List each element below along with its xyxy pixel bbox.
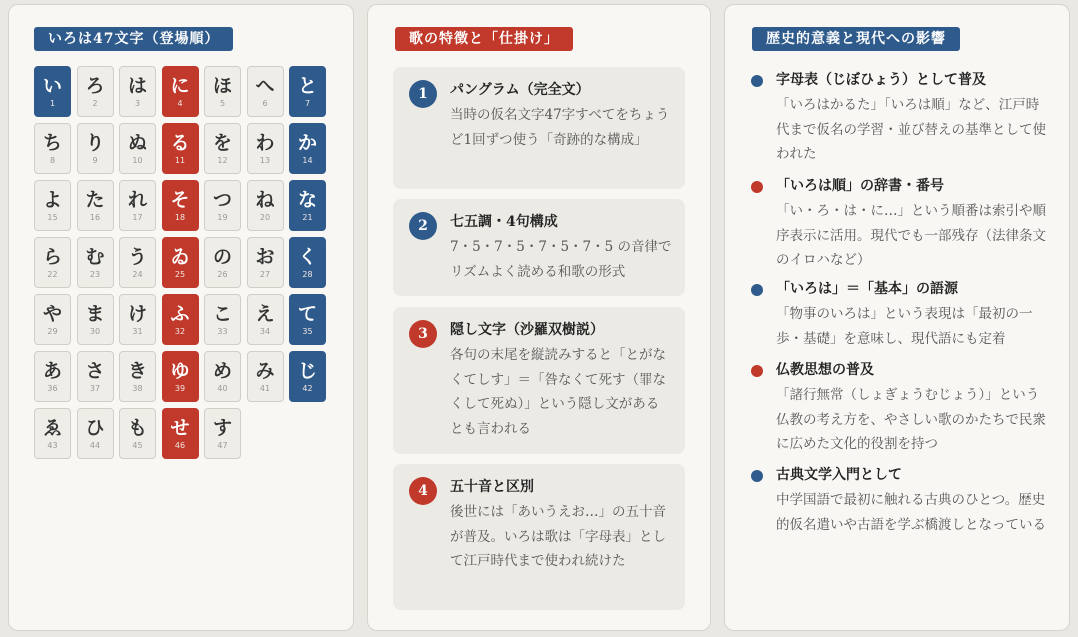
kana-char: ぬ	[127, 132, 147, 154]
kana-char: き	[127, 360, 147, 382]
kana-order-number: 20	[259, 213, 271, 222]
kana-cell	[162, 123, 199, 174]
kana-cell	[34, 123, 71, 174]
kana-order-number: 9	[92, 156, 98, 165]
card-title: 七五調・4句構成	[450, 214, 558, 230]
kana-order-number: 26	[217, 270, 228, 279]
kana-char: ゐ	[170, 246, 190, 268]
panel-title: 歌の特徴と「仕掛け」	[395, 27, 573, 51]
kana-cell	[247, 237, 284, 288]
kana-order-number: 22	[47, 270, 58, 279]
kana-order-number: 41	[259, 384, 271, 393]
history-panel	[724, 4, 1070, 631]
kana-cell	[162, 237, 199, 288]
kana-char: る	[170, 132, 190, 154]
kana-cell	[289, 180, 326, 231]
kana-char: わ	[255, 132, 275, 154]
kana-cell	[34, 237, 71, 288]
kana-order-number: 10	[132, 156, 143, 165]
item-title: 仏教思想の普及	[776, 362, 874, 378]
kana-cell	[289, 294, 326, 345]
kana-cell	[204, 66, 241, 117]
kana-cell	[77, 237, 114, 288]
kana-char: を	[212, 132, 232, 154]
kana-char: の	[212, 246, 232, 268]
kana-cell	[162, 180, 199, 231]
kana-order-number: 13	[259, 156, 271, 165]
panel-title: 歴史的意義と現代への影響	[752, 27, 960, 51]
item-body: 中学国語で最初に触れる古典のひとつ。歴史的仮名遣いや古語を学ぶ橋渡しとなっている	[776, 492, 1046, 533]
kana-cell	[119, 294, 156, 345]
kana-char: ひ	[85, 417, 105, 439]
kana-cell	[162, 66, 199, 117]
number-badge: 4	[409, 477, 437, 505]
kana-char: な	[297, 189, 317, 211]
kana-cell	[119, 408, 156, 459]
kana-order-number: 42	[302, 384, 313, 393]
kana-cell	[289, 123, 326, 174]
kana-char: け	[127, 303, 147, 325]
kana-char: ゆ	[170, 360, 190, 382]
kana-cell	[204, 123, 241, 174]
kana-order-number: 17	[132, 213, 143, 222]
kana-cell	[247, 294, 284, 345]
kana-char: つ	[212, 189, 232, 211]
kana-order-number: 14	[302, 156, 313, 165]
kana-grid	[34, 66, 326, 459]
kana-cell	[119, 351, 156, 402]
kana-char: ほ	[212, 75, 232, 97]
kana-char: ろ	[85, 75, 105, 97]
card-title: パングラム（完全文）	[450, 82, 590, 98]
kana-order-number: 25	[174, 270, 186, 279]
card-body: 当時の仮名文字47字すべてをちょうど1回ずつ使う「奇跡的な構成」	[450, 107, 670, 148]
kana-cell	[34, 294, 71, 345]
kana-char: へ	[255, 75, 275, 97]
kana-order-number: 47	[217, 441, 228, 450]
kana-char: と	[297, 75, 317, 97]
kana-order-number: 37	[89, 384, 101, 393]
kana-cell	[204, 408, 241, 459]
kana-char: す	[212, 417, 232, 439]
kana-cell	[77, 123, 114, 174]
kana-char: あ	[42, 360, 62, 382]
kana-char: む	[85, 246, 105, 268]
card-body: 7・5・7・5・7・5・7・5 の音律でリズムよく読める和歌の形式	[450, 239, 672, 280]
kana-cell	[119, 123, 156, 174]
kana-char: え	[255, 303, 275, 325]
kana-order-number: 2	[92, 99, 98, 108]
kana-char: そ	[170, 189, 190, 211]
kana-char: い	[42, 75, 62, 97]
kana-cell	[162, 408, 199, 459]
item-body: 「いろはかるた」「いろは順」など、江戸時代まで仮名の学習・並び替えの基準として使われた	[776, 97, 1046, 162]
kana-cell	[247, 180, 284, 231]
kana-cell	[34, 180, 71, 231]
kana-order-number: 15	[47, 213, 58, 222]
kana-order-number: 35	[302, 327, 313, 336]
kana-order-number: 11	[174, 156, 186, 165]
kana-char: た	[85, 189, 105, 211]
kana-order-number: 32	[174, 327, 186, 336]
kana-order-number: 33	[217, 327, 228, 336]
kana-order-number: 27	[259, 270, 271, 279]
kana-cell	[204, 180, 241, 231]
kana-cell	[162, 351, 199, 402]
kana-cell	[119, 66, 156, 117]
kana-char: ち	[42, 132, 62, 154]
item-title: 「いろは」＝「基本」の語源	[776, 281, 958, 297]
card-body: 後世には「あいうえお…」の五十音が普及。いろは歌は「字母表」として江戸時代まで使われ続けた	[450, 504, 666, 569]
kana-order-number: 12	[217, 156, 228, 165]
number-badge: 2	[409, 212, 437, 240]
kana-order-number: 5	[219, 99, 226, 108]
bullet-dot	[751, 75, 763, 87]
kana-cell	[204, 294, 241, 345]
kana-order-number: 8	[49, 156, 56, 165]
iroha-grid-panel	[8, 4, 354, 631]
kana-order-number: 6	[262, 99, 268, 108]
kana-order-number: 44	[89, 441, 101, 450]
kana-char: め	[212, 360, 232, 382]
item-title: 古典文学入門として	[776, 467, 902, 483]
kana-char: て	[297, 303, 317, 325]
kana-char: ふ	[170, 303, 190, 325]
bullet-dot	[751, 365, 763, 377]
kana-char: く	[297, 246, 317, 268]
card-title: 隠し文字（沙羅双樹説）	[450, 322, 604, 338]
kana-order-number: 31	[132, 327, 143, 336]
kana-char: お	[255, 246, 275, 268]
kana-cell	[289, 237, 326, 288]
kana-char: ま	[85, 303, 105, 325]
kana-cell	[77, 66, 114, 117]
kana-char: れ	[127, 189, 147, 211]
kana-char: ら	[42, 246, 62, 268]
card-body: 各句の末尾を縦読みすると「とがなくてしす」＝「咎なくて死す（罪なくして死ぬ）」という隠し文があるとも言われる	[450, 347, 666, 437]
number-badge: 3	[409, 320, 437, 348]
kana-order-number: 19	[217, 213, 228, 222]
bullet-dot	[751, 284, 763, 296]
item-body: 「物事のいろは」という表現は「最初の一歩・基礎」を意味し、現代語にも定着	[776, 306, 1033, 347]
item-title: 「いろは順」の辞書・番号	[776, 178, 944, 194]
kana-order-number: 18	[174, 213, 186, 222]
kana-char: ゑ	[42, 417, 62, 439]
feature-card	[393, 464, 685, 610]
kana-order-number: 4	[177, 99, 183, 108]
bullet-dot	[751, 470, 763, 482]
kana-char: も	[127, 417, 147, 439]
kana-cell	[247, 66, 284, 117]
kana-char: さ	[85, 360, 105, 382]
kana-order-number: 16	[89, 213, 101, 222]
kana-cell	[77, 408, 114, 459]
kana-char: み	[255, 360, 275, 382]
kana-char: う	[127, 246, 147, 268]
kana-char: こ	[212, 303, 232, 325]
kana-order-number: 28	[302, 270, 313, 279]
kana-char: に	[170, 75, 190, 97]
kana-char: せ	[170, 417, 190, 439]
kana-cell	[119, 180, 156, 231]
kana-order-number: 40	[217, 384, 228, 393]
kana-cell	[77, 351, 114, 402]
bullet-dot	[751, 181, 763, 193]
kana-order-number: 23	[89, 270, 101, 279]
kana-char: か	[297, 132, 317, 154]
item-body: 「諸行無常（しょぎょうむじょう）」という仏教の考え方を、やさしい歌のかたちで民衆に広めた文化的役割を持つ	[776, 387, 1046, 452]
feature-card	[393, 307, 685, 454]
feature-card	[393, 199, 685, 296]
kana-order-number: 45	[132, 441, 143, 450]
kana-cell	[119, 237, 156, 288]
kana-char: ね	[255, 189, 275, 211]
kana-char: や	[42, 303, 62, 325]
kana-char: じ	[297, 360, 317, 382]
kana-cell	[247, 351, 284, 402]
kana-order-number: 39	[174, 384, 186, 393]
kana-order-number: 21	[302, 213, 313, 222]
kana-cell	[204, 237, 241, 288]
kana-order-number: 43	[47, 441, 58, 450]
kana-order-number: 1	[49, 99, 56, 108]
kana-order-number: 3	[134, 99, 141, 108]
kana-order-number: 7	[304, 99, 311, 108]
kana-cell	[77, 180, 114, 231]
kana-cell	[289, 351, 326, 402]
kana-cell	[162, 294, 199, 345]
kana-char: り	[85, 132, 105, 154]
item-body: 「い・ろ・は・に…」という順番は索引や順序表示に活用。現代でも一部残存（法律条文のイロハなど）	[776, 203, 1046, 268]
card-title: 五十音と区別	[450, 479, 534, 495]
kana-order-number: 46	[174, 441, 186, 450]
feature-card	[393, 67, 685, 189]
kana-order-number: 30	[89, 327, 101, 336]
kana-order-number: 29	[47, 327, 58, 336]
kana-char: は	[127, 75, 147, 97]
kana-cell	[204, 351, 241, 402]
item-title: 字母表（じぼひょう）として普及	[776, 72, 986, 88]
kana-cell	[77, 294, 114, 345]
kana-order-number: 36	[47, 384, 58, 393]
kana-order-number: 34	[259, 327, 271, 336]
kana-char: よ	[42, 189, 62, 211]
number-badge: 1	[409, 80, 437, 108]
panel-title: いろは47文字（登場順）	[34, 27, 233, 51]
kana-order-number: 24	[132, 270, 143, 279]
kana-cell	[34, 408, 71, 459]
features-panel	[367, 4, 711, 631]
kana-order-number: 38	[132, 384, 143, 393]
kana-cell	[34, 66, 71, 117]
kana-cell	[34, 351, 71, 402]
kana-cell	[247, 123, 284, 174]
kana-cell	[289, 66, 326, 117]
